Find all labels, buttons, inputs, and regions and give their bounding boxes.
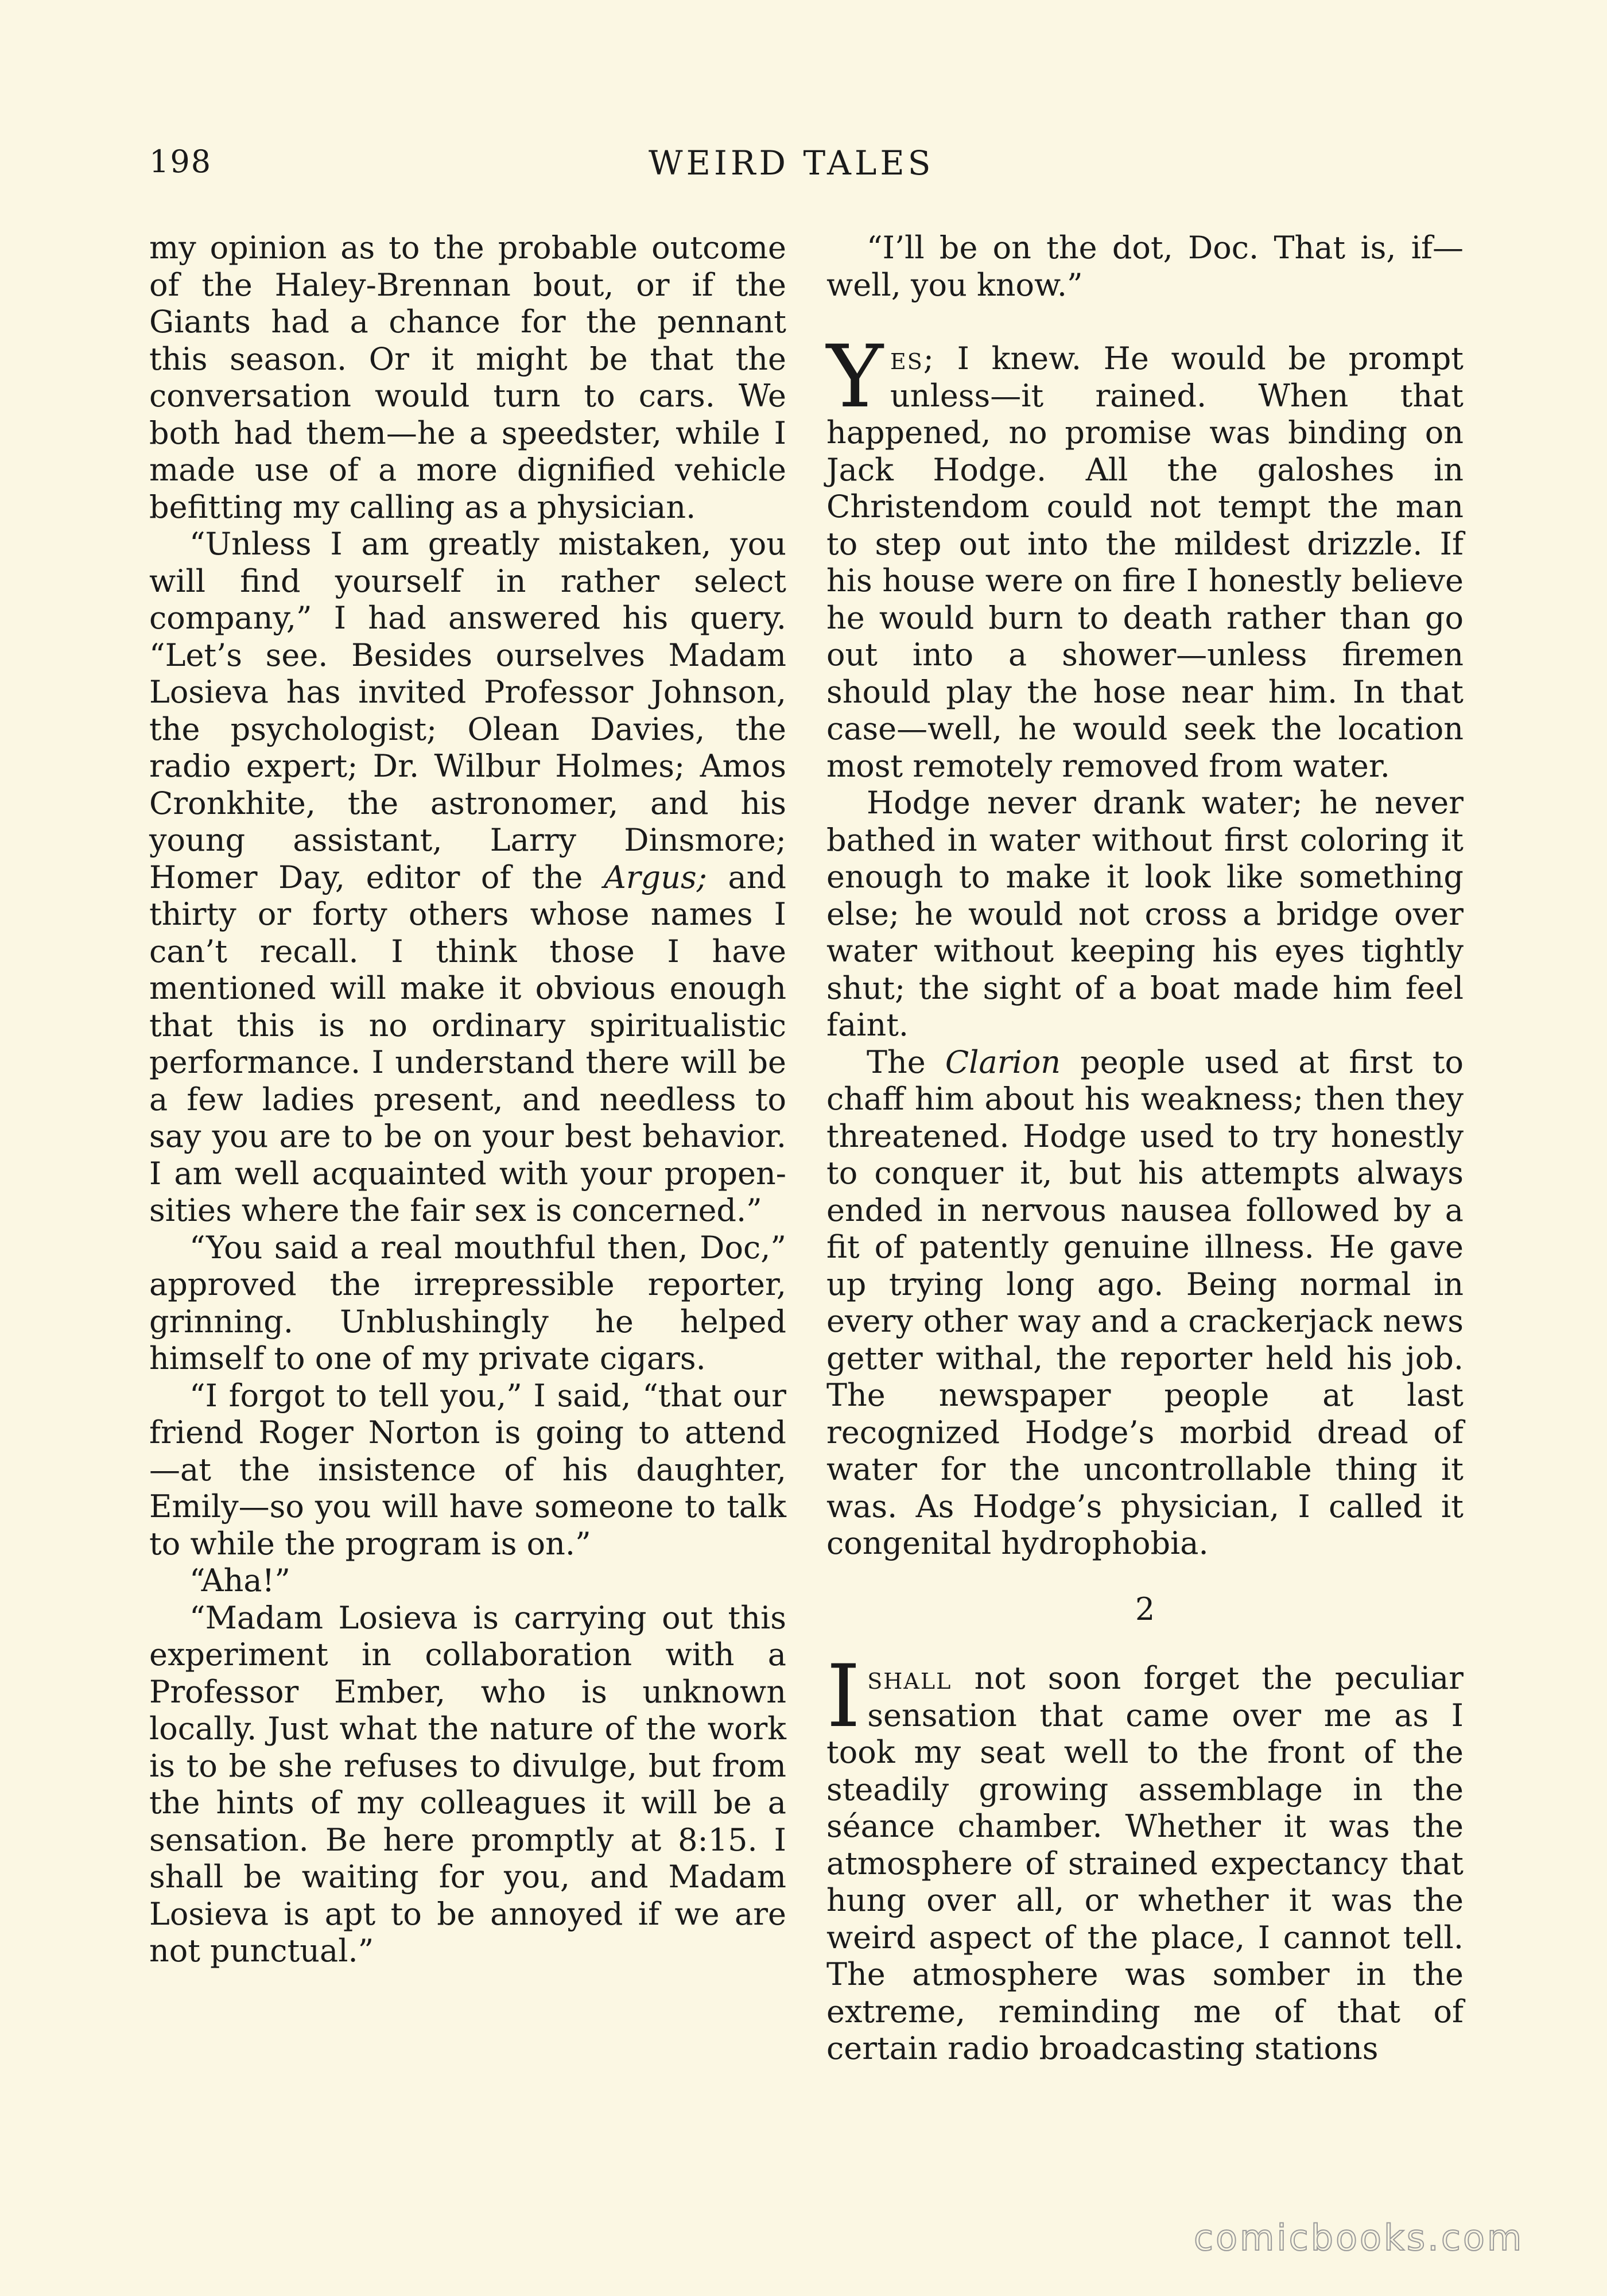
running-header [149, 144, 1068, 189]
paragraph-text: “Unless I am greatly mistaken, you will find yourself in rather select company,” I had answered his query. “Let’s see. Besides ourselves Madam Losieva has invited Professor Johnson, the psychologist; Olean Davies, the radio expert; Dr. Wilbur Holmes; Amos Cronkhite, the astronomer, and his young assistant, Larry Dinsmore; Homer Day, editor of the [149, 526, 786, 895]
paragraph: “Aha!” [189, 1562, 290, 1599]
small-caps-lead: shall [867, 1660, 952, 1696]
italic-title-clarion: Clarion [945, 1044, 1061, 1080]
right-column [826, 230, 1464, 2068]
paragraph-text: and thirty or forty others whose names I can’t recall. I think those I have mentioned will make it obvious enough that this is no ordinary spiritualistic performance. I understand there will be a few ladies present, and needless to say you are to be on your best behavior. I am well acquainted with your propensities where the fair sex is concerned.” [149, 859, 786, 1228]
paragraph: my opinion as to the probable outcome of the Haley-Brennan bout, or if the Giants had a chance for the pennant this season. Or it might be that the conversation would turn to cars. We both had them—he a speedster, while I made use of a more dignified vehicle befitting my calling as a physician. [149, 230, 786, 525]
paragraph-text: people used at first to chaff him about his weakness; then they threatened. Hodge used to try honestly to conquer it, but his attempts always ended in nervous nausea followed by a fit of patently genuine illness. He gave up trying long ago. Being normal in every other way and a crackerjack news getter withal, the reporter held his job. The newspaper people at last recognized Hodge’s morbid dread of water for the uncontrollable thing it was. As Hodge’s physician, I called it congenital hydrophobia. [826, 1044, 1464, 1561]
left-column [149, 230, 786, 1970]
paragraph: “I forgot to tell you,” I said, “that our friend Roger Norton is going to attend—at the insistence of his daughter, Emily—so you will have someone to talk to while the program is on.” [149, 1377, 786, 1562]
drop-cap: Y [826, 327, 884, 427]
running-title: WEIRD TALES [649, 144, 934, 183]
watermark: comicbooks.com [1194, 2217, 1524, 2259]
paragraph-text: not soon forget the peculiar sensation that came over me as I took my seat well to the front of the steadily growing assemblage in the séance chamber. Whether it was the atmosphere of strained expectancy that hung over all, or whether it was the weird aspect of the place, I cannot tell. The atmosphere was somber in the extreme, reminding me of that of certain radio broadcasting stations [826, 1660, 1464, 2066]
paragraph-text: The [867, 1044, 945, 1080]
paragraph: “I’ll be on the dot, Doc. That is, if—well, you know.” [826, 230, 1464, 303]
drop-cap: I [826, 1647, 861, 1747]
paragraph [826, 1647, 1464, 2068]
paragraph-gap [826, 304, 1464, 340]
section-number: 2 [1135, 1591, 1155, 1627]
italic-title-argus: Argus; [603, 859, 707, 895]
paragraph-text: I knew. He would be prompt unless—it rained. When that happened, no promise was binding on Jack Hodge. All the galoshes in Christendom could not tempt the man to step out into the mildest drizzle. If his house were on fire I honestly believe he would burn to death rather than go out into a shower—unless firemen should play the hose near him. In that case—well, he would seek the location most remotely removed from water. [826, 340, 1464, 784]
paragraph: “Madam Losieva is carrying out this experiment in collaboration with a Professor Ember, who is unknown locally. Just what the nature of the work is to be she refuses to divulge, but from the hints of my colleagues it will be a sensation. Be here promptly at 8:15. I shall be waiting for you, and Madam Losieva is apt to be annoyed if we are not punctual.” [149, 1599, 786, 1969]
paragraph [826, 327, 1464, 785]
paragraph: “You said a real mouthful then, Doc,” approved the irrepressible reporter, grinning. Unblushingly he helped himself to one of my private cigars. [149, 1229, 786, 1376]
paragraph [826, 1044, 1464, 1562]
small-caps-lead: es; [890, 340, 935, 377]
paragraph: Hodge never drank water; he never bathed in water without first coloring it enough to make it look like something else; he would not cross a bridge over water without keeping his eyes tightly shut; the sight of a boat made him feel faint. [826, 785, 1464, 1043]
page-number: 198 [149, 144, 212, 180]
paragraph [149, 526, 786, 1230]
